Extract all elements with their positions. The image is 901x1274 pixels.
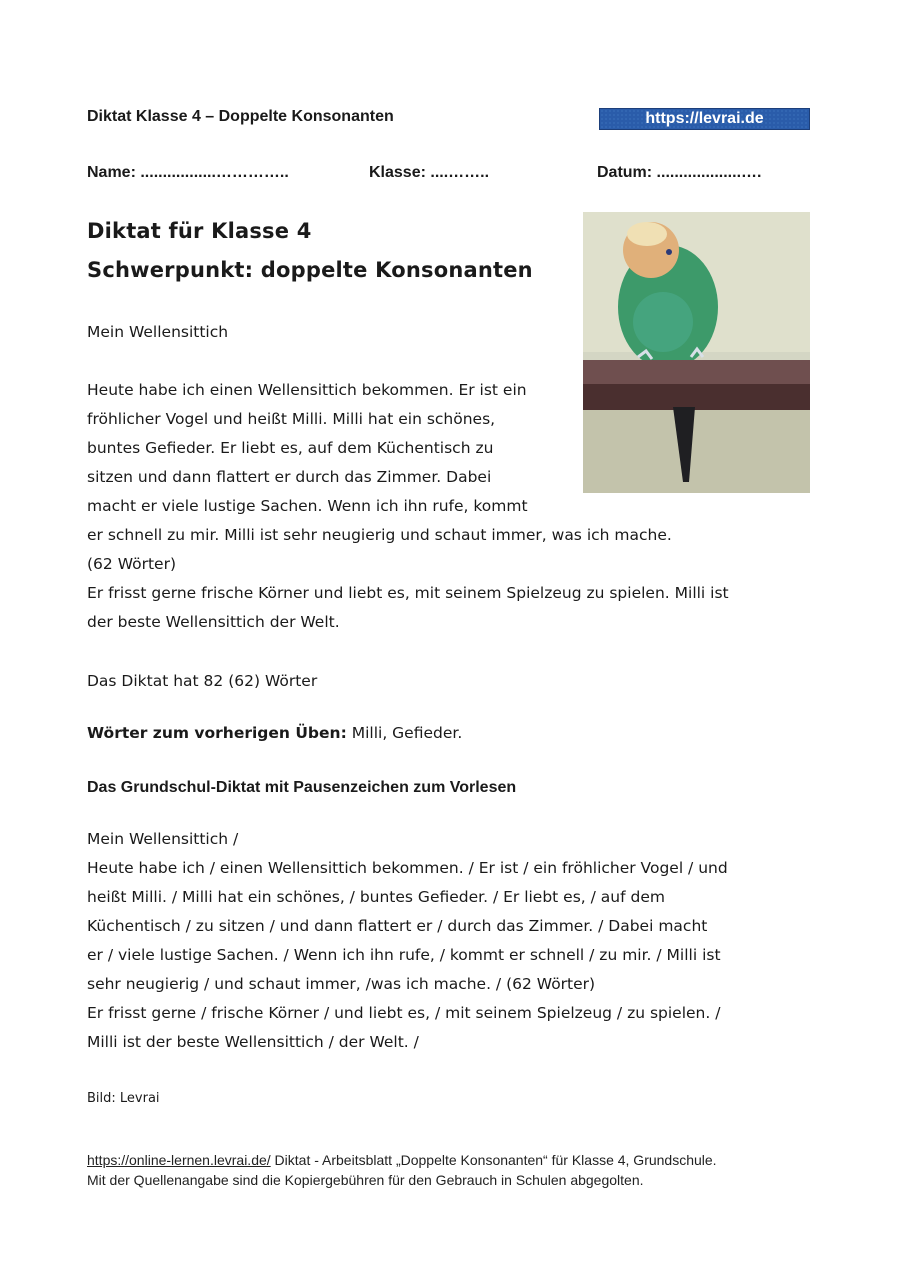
reading-line: heißt Milli. / Milli hat ein schönes, / buntes Gefieder. / Er liebt es, / auf dem — [87, 888, 665, 906]
story-line: er schnell zu mir. Milli ist sehr neugierig und schaut immer, was ich mache. — [87, 526, 672, 544]
story-line: Er frisst gerne frische Körner und liebt es, mit seinem Spielzeug zu spielen. Milli ist — [87, 584, 729, 602]
image-credit: Bild: Levrai — [87, 1091, 160, 1106]
name-field: Name: .................………….. — [87, 164, 289, 181]
class-field: Klasse: ....…….. — [369, 164, 490, 181]
worksheet-header-title: Diktat Klasse 4 – Doppelte Konsonanten — [87, 108, 394, 125]
reading-line: Milli ist der beste Wellensittich / der Welt. / — [87, 1033, 419, 1051]
page-subtitle: Schwerpunkt: doppelte Konsonanten — [87, 258, 533, 282]
practice-words: Milli, Gefieder. — [351, 724, 463, 742]
story-word-count-note: (62 Wörter) — [87, 555, 177, 573]
parakeet-photo — [583, 212, 810, 493]
practice-label: Wörter zum vorherigen Üben: — [87, 724, 347, 742]
story-line: Heute habe ich einen Wellensittich bekommen. Er ist ein — [87, 381, 527, 399]
footer-line-2: Mit der Quellenangabe sind die Kopiergebühren für den Gebrauch in Schulen abgegolten. — [87, 1172, 644, 1188]
site-badge[interactable]: https://levrai.de — [599, 108, 810, 130]
footer-source-link[interactable]: https://online-lernen.levrai.de/ — [87, 1152, 271, 1168]
reading-line: Küchentisch / zu sitzen / und dann flattert er / durch das Zimmer. / Dabei macht — [87, 917, 708, 935]
story-line: fröhlicher Vogel und heißt Milli. Milli hat ein schönes, — [87, 410, 496, 428]
reading-line: er / viele lustige Sachen. / Wenn ich ihn rufe, / kommt er schnell / zu mir. / Milli ist — [87, 946, 721, 964]
page-title: Diktat für Klasse 4 — [87, 219, 312, 243]
story-line: sitzen und dann flattert er durch das Zimmer. Dabei — [87, 468, 492, 486]
story-title: Mein Wellensittich — [87, 323, 229, 341]
story-line: buntes Gefieder. Er liebt es, auf dem Küchentisch zu — [87, 439, 494, 457]
reading-line: sehr neugierig / und schaut immer, /was ich mache. / (62 Wörter) — [87, 975, 596, 993]
practice-words-row — [87, 719, 462, 748]
date-field: Datum: ...................…. — [597, 164, 762, 181]
footer-line-1 — [87, 1150, 717, 1170]
word-count: Das Diktat hat 82 (62) Wörter — [87, 672, 318, 690]
reading-line: Mein Wellensittich / — [87, 830, 239, 848]
parakeet-image — [583, 212, 810, 493]
footer-line-1-text: Diktat - Arbeitsblatt „Doppelte Konsonanten“ für Klasse 4, Grundschule. — [270, 1152, 717, 1168]
story-line: der beste Wellensittich der Welt. — [87, 613, 340, 631]
reading-line: Heute habe ich / einen Wellensittich bekommen. / Er ist / ein fröhlicher Vogel / und — [87, 859, 728, 877]
story-line: macht er viele lustige Sachen. Wenn ich ihn rufe, kommt — [87, 497, 528, 515]
reading-line: Er frisst gerne / frische Körner / und liebt es, / mit seinem Spielzeug / zu spielen. / — [87, 1004, 721, 1022]
reading-section-heading: Das Grundschul-Diktat mit Pausenzeichen zum Vorlesen — [87, 779, 517, 796]
